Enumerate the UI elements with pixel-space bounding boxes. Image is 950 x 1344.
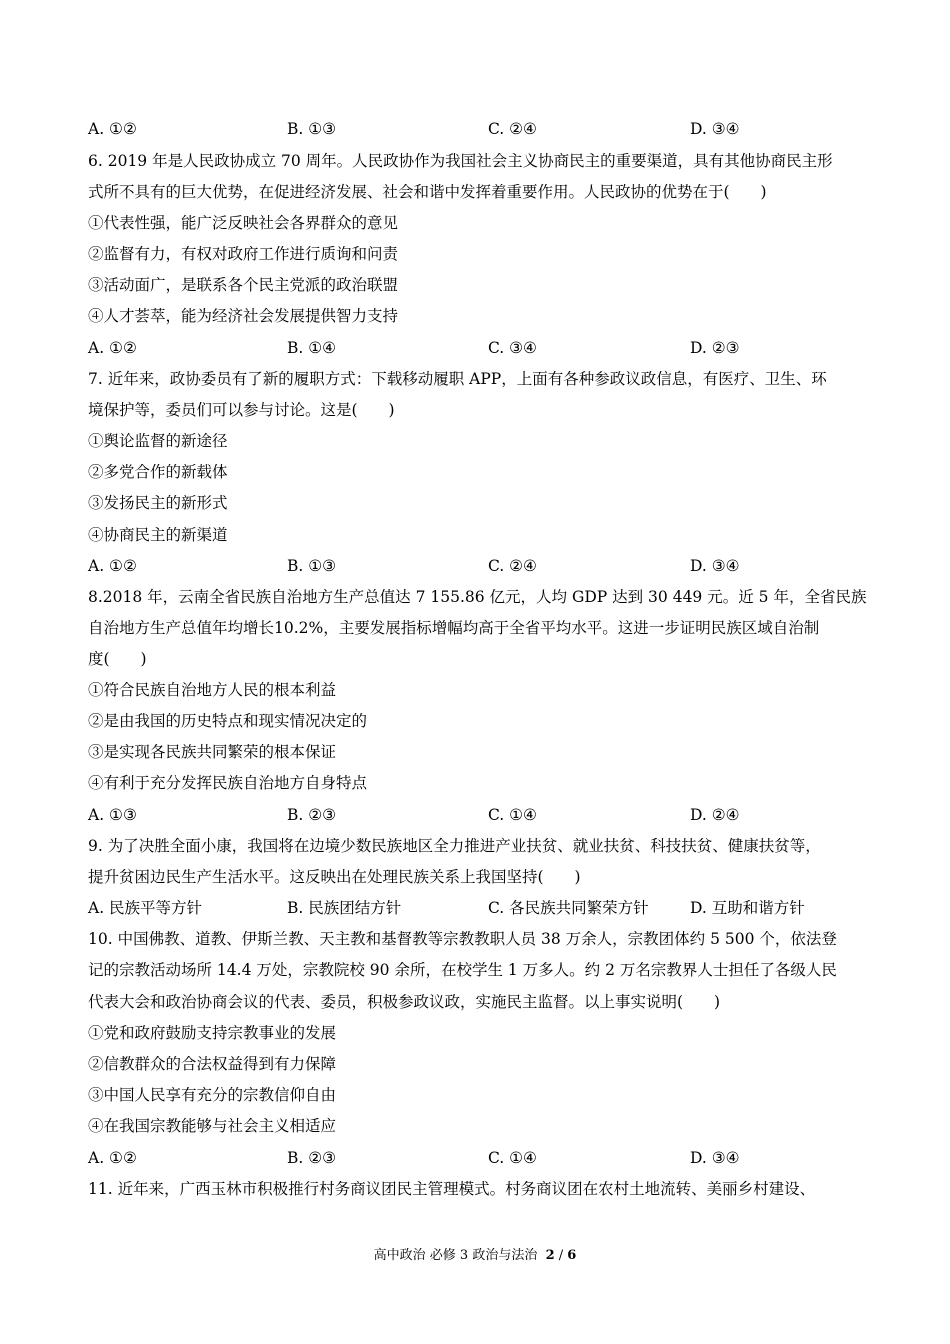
footer-title: 高中政治 必修 3 政治与法治 (373, 1248, 538, 1263)
option-b: B. ②③ (287, 1149, 337, 1167)
q9-stem-line: 9. 为了决胜全面小康，我国将在边境少数民族地区全力推进产业扶贫、就业扶贫、科技扶贫、健康扶贫等， (88, 837, 821, 855)
q10-stem-line: 记的宗教活动场所 14.4 万处，宗教院校 90 余所，在校学生 1 万多人。约 2 万名宗教界人士担任了各级人民 (88, 961, 837, 979)
q6-item: ③活动面广，是联系各个民主党派的政治联盟 (88, 276, 399, 294)
option-d: D. ②③ (690, 339, 740, 357)
page-total: 6 (567, 1248, 577, 1263)
option-b: B. ①③ (287, 120, 337, 138)
option-c: C. ①④ (488, 806, 537, 824)
q8-options (88, 805, 868, 825)
q6-item: ④人才荟萃，能为经济社会发展提供智力支持 (88, 307, 399, 325)
q10-item: ③中国人民享有充分的宗教信仰自由 (88, 1086, 337, 1104)
q6-stem-line: 6. 2019 年是人民政协成立 70 周年。人民政协作为我国社会主义协商民主的重要渠道，具有其他协商民主形 (88, 152, 833, 170)
q10-options (88, 1148, 868, 1168)
option-c: C. 各民族共同繁荣方针 (488, 899, 649, 917)
option-b: B. ②③ (287, 806, 337, 824)
option-a: A. ①② (88, 339, 137, 357)
q10-item: ①党和政府鼓励支持宗教事业的发展 (88, 1024, 337, 1042)
q6-item: ②监督有力，有权对政府工作进行质询和问责 (88, 245, 399, 263)
q10-item: ②信教群众的合法权益得到有力保障 (88, 1055, 337, 1073)
q7-options (88, 556, 868, 576)
q6-stem-line: 式所不具有的巨大优势，在促进经济发展、社会和谐中发挥着重要作用。人民政协的优势在于( ) (88, 183, 767, 201)
q8-stem-line: 度( ) (88, 650, 147, 668)
option-d: D. ③④ (690, 557, 740, 575)
option-d: D. ③④ (690, 1149, 740, 1167)
q10-item: ④在我国宗教能够与社会主义相适应 (88, 1117, 337, 1135)
q9-stem-line: 提升贫困边民生产生活水平。这反映出在处理民族关系上我国坚持( ) (88, 868, 581, 886)
q6-item: ①代表性强，能广泛反映社会各界群众的意见 (88, 214, 399, 232)
q7-stem-line: 7. 近年来，政协委员有了新的履职方式：下载移动履职 APP，上面有各种参政议政信息，有医疗、卫生、环 (88, 370, 827, 388)
q10-stem-line: 代表大会和政治协商会议的代表、委员，积极参政议政，实施民主监督。以上事实说明( ) (88, 993, 721, 1011)
q7-item: ②多党合作的新载体 (88, 463, 228, 481)
q8-item: ②是由我国的历史特点和现实情况决定的 (88, 712, 368, 730)
q8-item: ④有利于充分发挥民族自治地方自身特点 (88, 774, 368, 792)
q8-item: ③是实现各民族共同繁荣的根本保证 (88, 743, 337, 761)
page-footer (0, 1247, 950, 1265)
option-a: A. ①② (88, 557, 137, 575)
option-b: B. ①③ (287, 557, 337, 575)
q8-item: ①符合民族自治地方人民的根本利益 (88, 681, 337, 699)
q7-item: ①舆论监督的新途径 (88, 432, 228, 450)
option-c: C. ②④ (488, 120, 537, 138)
q5-options (88, 119, 868, 139)
option-a: A. ①② (88, 1149, 137, 1167)
option-c: C. ②④ (488, 557, 537, 575)
option-a: A. ①② (88, 120, 137, 138)
q7-stem-line: 境保护等，委员们可以参与讨论。这是( ) (88, 401, 395, 419)
option-a: A. ①③ (88, 806, 137, 824)
q8-stem-line: 自治地方生产总值年均增长10.2%，主要发展指标增幅均高于全省平均水平。这进一步证明民族区域自治制 (88, 619, 820, 637)
option-d: D. 互助和谐方针 (690, 899, 805, 917)
option-b: B. 民族团结方针 (287, 899, 402, 917)
page-number: 2 (545, 1248, 555, 1263)
q9-options (88, 898, 868, 918)
option-c: C. ③④ (488, 339, 537, 357)
q7-item: ③发扬民主的新形式 (88, 494, 228, 512)
option-d: D. ②④ (690, 806, 740, 824)
q11-stem-line: 11. 近年来，广西玉林市积极推行村务商议团民主管理模式。村务商议团在农村土地流转、美丽乡村建设、 (88, 1180, 816, 1198)
q7-item: ④协商民主的新渠道 (88, 526, 228, 544)
q8-stem-line: 8.2018 年，云南全省民族自治地方生产总值达 7 155.86 亿元，人均 GDP 达到 30 449 元。近 5 年，全省民族 (88, 588, 867, 606)
q10-stem-line: 10. 中国佛教、道教、伊斯兰教、天主教和基督教等宗教教职人员 38 万余人，宗教团体约 5 500 个，依法登 (88, 930, 837, 948)
page-separator: / (554, 1248, 568, 1263)
option-d: D. ③④ (690, 120, 740, 138)
option-b: B. ①④ (287, 339, 337, 357)
option-c: C. ①④ (488, 1149, 537, 1167)
option-a: A. 民族平等方针 (88, 899, 203, 917)
q6-options (88, 338, 868, 358)
